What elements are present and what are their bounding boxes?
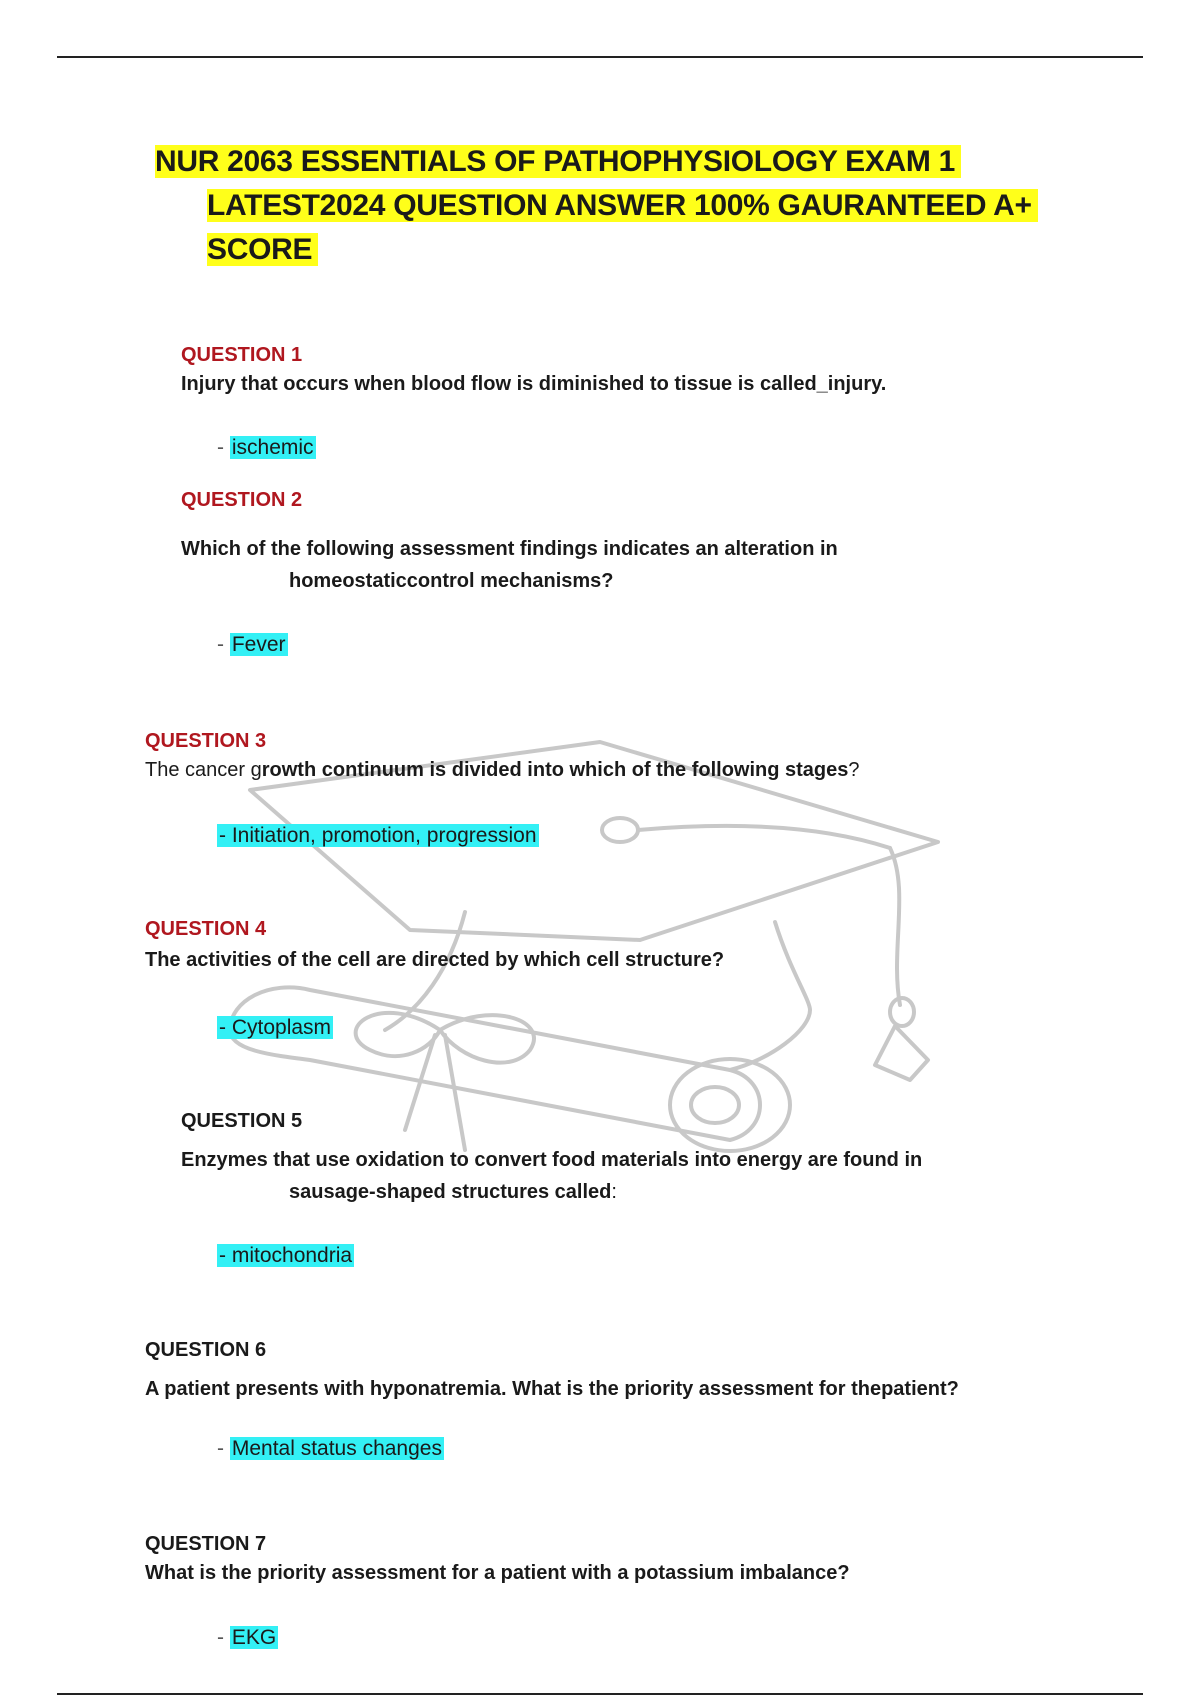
answer-value: Initiation, promotion, progression bbox=[231, 824, 537, 847]
answer-text bbox=[217, 824, 539, 847]
answer-2 bbox=[217, 631, 288, 659]
answer-text: ischemic bbox=[231, 436, 314, 459]
question-text-line-2: sausage-shaped structures called: bbox=[289, 1181, 617, 1203]
question-text bbox=[145, 754, 860, 786]
answer-4 bbox=[217, 1014, 333, 1042]
answer-dash: - bbox=[219, 1244, 226, 1267]
answer-dash: - bbox=[217, 633, 224, 656]
question-text-line-2: homeostaticcontrol mechanisms? bbox=[289, 570, 614, 592]
question-text: A patient presents with hyponatremia. What is the priority assessment for thepatient? bbox=[145, 1378, 959, 1400]
answer-5 bbox=[217, 1242, 354, 1270]
question-text: Injury that occurs when blood flow is diminished to tissue is called_injury. bbox=[181, 373, 887, 395]
question-text-line-1: Enzymes that use oxidation to convert food materials into energy are found in bbox=[181, 1149, 923, 1171]
question-text-line-1: Which of the following assessment findings indicates an alteration in bbox=[181, 538, 838, 560]
question-6 bbox=[145, 1337, 959, 1405]
bottom-rule bbox=[57, 1693, 1143, 1695]
document-title bbox=[155, 140, 1075, 272]
question-label: QUESTION 7 bbox=[145, 1533, 267, 1555]
answer-6 bbox=[217, 1435, 444, 1463]
answer-value: Cytoplasm bbox=[231, 1016, 332, 1039]
answer-dash: - bbox=[219, 824, 226, 847]
answer-3 bbox=[217, 822, 539, 850]
answer-text bbox=[217, 1016, 333, 1039]
title-line-2: LATEST2024 QUESTION ANSWER 100% GAURANTEED A+ bbox=[207, 189, 1038, 222]
question-label: QUESTION 6 bbox=[145, 1339, 267, 1361]
question-label: QUESTION 1 bbox=[181, 344, 303, 366]
question-5 bbox=[181, 1108, 922, 1208]
question-label: QUESTION 2 bbox=[181, 489, 303, 511]
question-label: QUESTION 3 bbox=[145, 730, 267, 752]
question-text-end: : bbox=[611, 1181, 617, 1203]
top-rule bbox=[57, 56, 1143, 58]
answer-text: EKG bbox=[231, 1626, 277, 1649]
question-text: What is the priority assessment for a patient with a potassium imbalance? bbox=[145, 1562, 850, 1584]
answer-7 bbox=[217, 1624, 278, 1652]
question-label: QUESTION 5 bbox=[181, 1110, 303, 1132]
question-4 bbox=[145, 916, 724, 976]
question-text-bold: rowth continuum is divided into which of the following stages bbox=[261, 759, 849, 781]
question-7 bbox=[145, 1531, 850, 1589]
question-3 bbox=[145, 728, 860, 786]
question-1 bbox=[181, 342, 886, 400]
answer-text bbox=[217, 1244, 354, 1267]
question-text bbox=[181, 533, 838, 597]
question-text-start: The cancer g bbox=[145, 759, 262, 781]
answer-dash: - bbox=[217, 436, 224, 459]
title-line-3: SCORE bbox=[207, 233, 318, 266]
answer-dash: - bbox=[217, 1437, 224, 1460]
title-line-1: NUR 2063 ESSENTIALS OF PATHOPHYSIOLOGY EXAM 1 bbox=[155, 145, 961, 178]
question-2 bbox=[181, 487, 838, 597]
answer-dash: - bbox=[219, 1016, 226, 1039]
answer-1 bbox=[217, 434, 316, 462]
answer-value: mitochondria bbox=[231, 1244, 353, 1267]
question-text-end: ? bbox=[848, 759, 860, 781]
answer-text: Mental status changes bbox=[231, 1437, 442, 1460]
question-text bbox=[181, 1144, 922, 1208]
answer-text: Fever bbox=[231, 633, 286, 656]
question-text: The activities of the cell are directed by which cell structure? bbox=[145, 949, 725, 971]
question-label: QUESTION 4 bbox=[145, 918, 267, 940]
answer-dash: - bbox=[217, 1626, 224, 1649]
